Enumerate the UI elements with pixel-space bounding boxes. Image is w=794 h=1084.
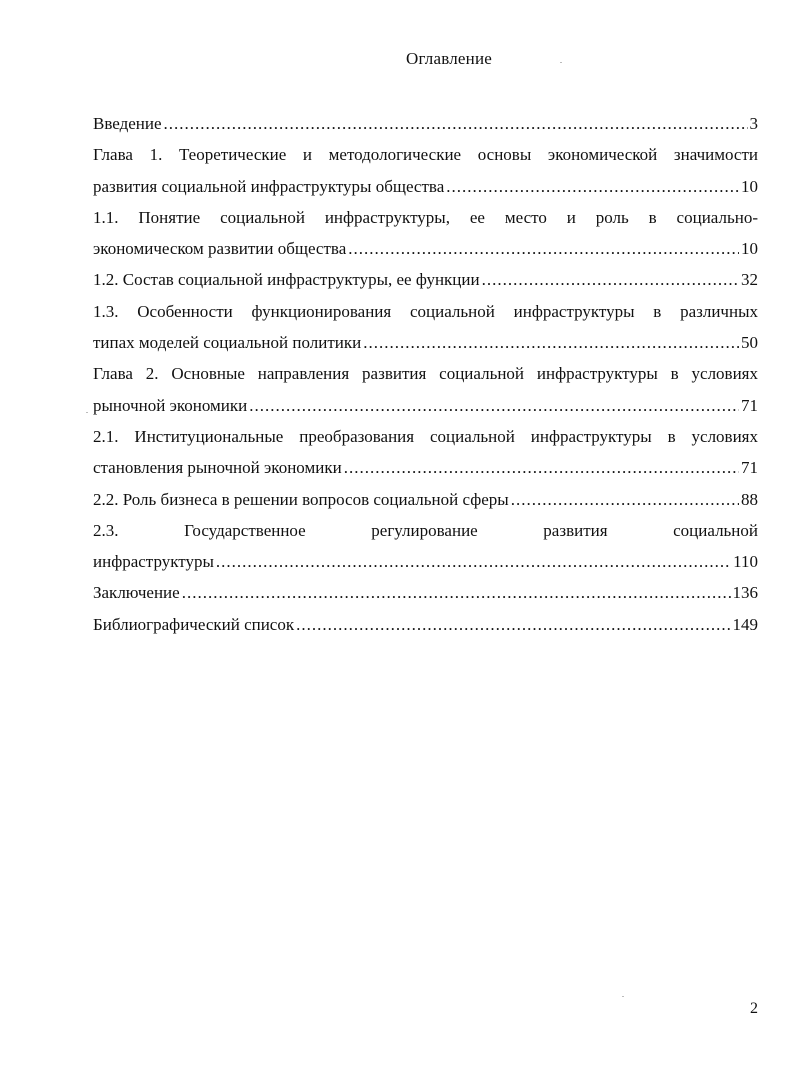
toc-entry-line2: развития социальной инфраструктуры общества — [93, 176, 445, 196]
toc-entry-page: 32 — [741, 270, 758, 290]
toc-entry-line2: становления рыночной экономики — [93, 458, 342, 478]
toc-entry-line2: инфраструктуры — [93, 552, 214, 572]
scan-speck — [86, 412, 88, 413]
toc-entry-1-2 — [93, 264, 758, 295]
leader-dots — [363, 327, 739, 358]
toc-entry-1-3 — [93, 296, 758, 359]
toc-entry-line1: 2.1. Институциональные преобразования социальной инфраструктуры в условиях — [93, 426, 758, 446]
leader-dots — [482, 264, 739, 295]
toc-entry-2-2 — [93, 484, 758, 515]
toc-entry-text: Библиографический список — [93, 614, 295, 634]
toc-entry-page: 50 — [741, 333, 758, 353]
scan-speck — [560, 62, 562, 63]
page-number: 2 — [750, 1000, 758, 1017]
leader-dots — [344, 452, 739, 483]
table-of-contents — [93, 108, 758, 640]
toc-entry-line1: Глава 1. Теоретические и методологические основы экономической значимости — [93, 145, 758, 165]
toc-entry-chapter-2 — [93, 358, 758, 421]
leader-dots — [446, 171, 739, 202]
leader-dots — [216, 546, 731, 577]
toc-entry-page: 88 — [741, 489, 758, 509]
toc-entry-line1: 1.3. Особенности функционирования социальной инфраструктуры в различных — [93, 301, 758, 321]
leader-dots — [249, 390, 739, 421]
toc-entry-text: 1.2. Состав социальной инфраструктуры, ее функции — [93, 270, 480, 290]
toc-entry-text: Введение — [93, 114, 162, 133]
toc-entry-line1: 2.3. Государственное регулирование развития социальной — [93, 520, 758, 540]
toc-entry-introduction — [93, 108, 758, 139]
leader-dots — [164, 108, 748, 139]
scan-speck — [622, 996, 624, 997]
toc-entry-text: Заключение — [93, 583, 180, 603]
leader-dots — [296, 609, 730, 640]
leader-dots — [348, 233, 739, 264]
toc-entry-line2: типах моделей социальной политики — [93, 333, 362, 353]
toc-entry-page: 10 — [741, 176, 758, 196]
toc-entry-page: 149 — [732, 614, 758, 634]
toc-entry-2-3 — [93, 515, 758, 578]
toc-entry-text: 2.2. Роль бизнеса в решении вопросов социальной сферы — [93, 489, 509, 509]
toc-entry-line1: Глава 2. Основные направления развития социальной инфраструктуры в условиях — [93, 364, 758, 384]
toc-entry-page: 71 — [741, 395, 758, 415]
toc-entry-bibliography — [93, 609, 758, 640]
leader-dots — [182, 577, 731, 608]
toc-entry-chapter-1 — [93, 139, 758, 202]
toc-entry-page: 136 — [732, 583, 758, 603]
toc-entry-conclusion — [93, 577, 758, 608]
toc-entry-line1: 1.1. Понятие социальной инфраструктуры, ее место и роль в социально- — [93, 207, 758, 227]
toc-entry-page: 71 — [741, 458, 758, 478]
toc-entry-2-1 — [93, 421, 758, 484]
toc-entry-line2: экономическом развитии общества — [93, 239, 347, 259]
toc-entry-page: 10 — [741, 239, 758, 259]
page-title: Оглавление — [406, 49, 492, 68]
toc-entry-1-1 — [93, 202, 758, 265]
toc-entry-page: 3 — [749, 114, 758, 133]
toc-entry-page: 110 — [733, 552, 758, 572]
toc-entry-line2: рыночной экономики — [93, 395, 248, 415]
leader-dots — [511, 484, 739, 515]
